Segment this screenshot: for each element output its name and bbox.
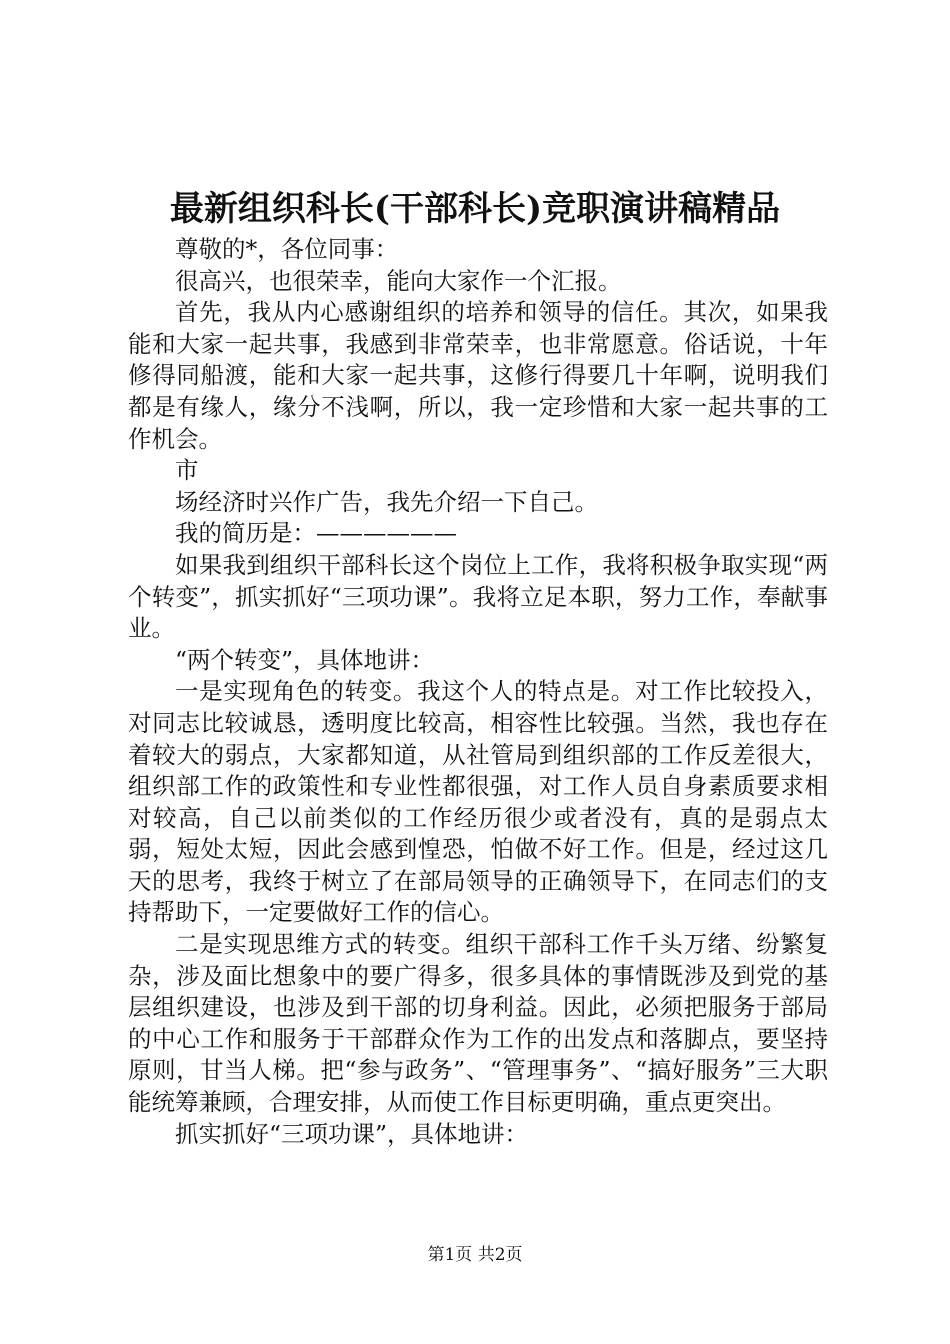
document-body	[128, 234, 828, 1150]
paragraph: 二是实现思维方式的转变。组织干部科工作千头万绪、纷繁复杂，涉及面比想象中的要广得多，很多具体的事情既涉及到党的基层组织建设，也涉及到干部的切身利益。因此，必须把服务于部局的中心工作和服务于干部群众作为工作的出发点和落脚点，要坚持原则，甘当人梯。把“参与政务”、“管理事务”、“搞好服务”三大职能统筹兼顾，合理安排，从而使工作目标更明确，重点更突出。	[128, 930, 828, 1117]
paragraph: 场经济时兴作广告，我先介绍一下自己。	[175, 487, 598, 516]
paragraph: 抓实抓好“三项功课”，具体地讲：	[175, 1119, 529, 1148]
paragraph: 市	[175, 456, 199, 485]
page-footer: 第1页 共2页	[427, 1245, 523, 1265]
paragraph: 一是实现角色的转变。我这个人的特点是。对工作比较投入，对同志比较诚恳，透明度比较高，相容性比较强。当然，我也存在着较大的弱点，大家都知道，从社管局到组织部的工作反差很大，组织部工作的政策性和专业性都很强，对工作人员自身素质要求相对较高，自己以前类似的工作经历很少或者没有，真的是弱点太弱，短处太短，因此会感到惶恐，怕做不好工作。但是，经过这几天的思考，我终于树立了在部局领导的正确领导下，在同志们的支持帮助下，一定要做好工作的信心。	[128, 677, 828, 927]
paragraph: “两个转变”，具体地讲：	[175, 645, 435, 674]
paragraph: 如果我到组织干部科长这个岗位上工作，我将积极争取实现“两个转变”，抓实抓好“三项功课”。我将立足本职，努力工作，奉献事业。	[128, 550, 828, 643]
paragraph: 首先，我从内心感谢组织的培养和领导的信任。其次，如果我能和大家一起共事，我感到非常荣幸，也非常愿意。俗话说，十年修得同船渡，能和大家一起共事，这修行得要几十年啊，说明我们都是有缘人，缘分不浅啊，所以，我一定珍惜和大家一起共事的工作机会。	[128, 298, 828, 453]
document-title: 最新组织科长(干部科长)竞职演讲稿精品	[169, 189, 781, 229]
paragraph-greeting: 尊敬的*，各位同事：	[175, 235, 399, 263]
paragraph: 我的简历是：——————	[175, 519, 457, 548]
paragraph: 很高兴，也很荣幸，能向大家作一个汇报。	[175, 266, 622, 295]
